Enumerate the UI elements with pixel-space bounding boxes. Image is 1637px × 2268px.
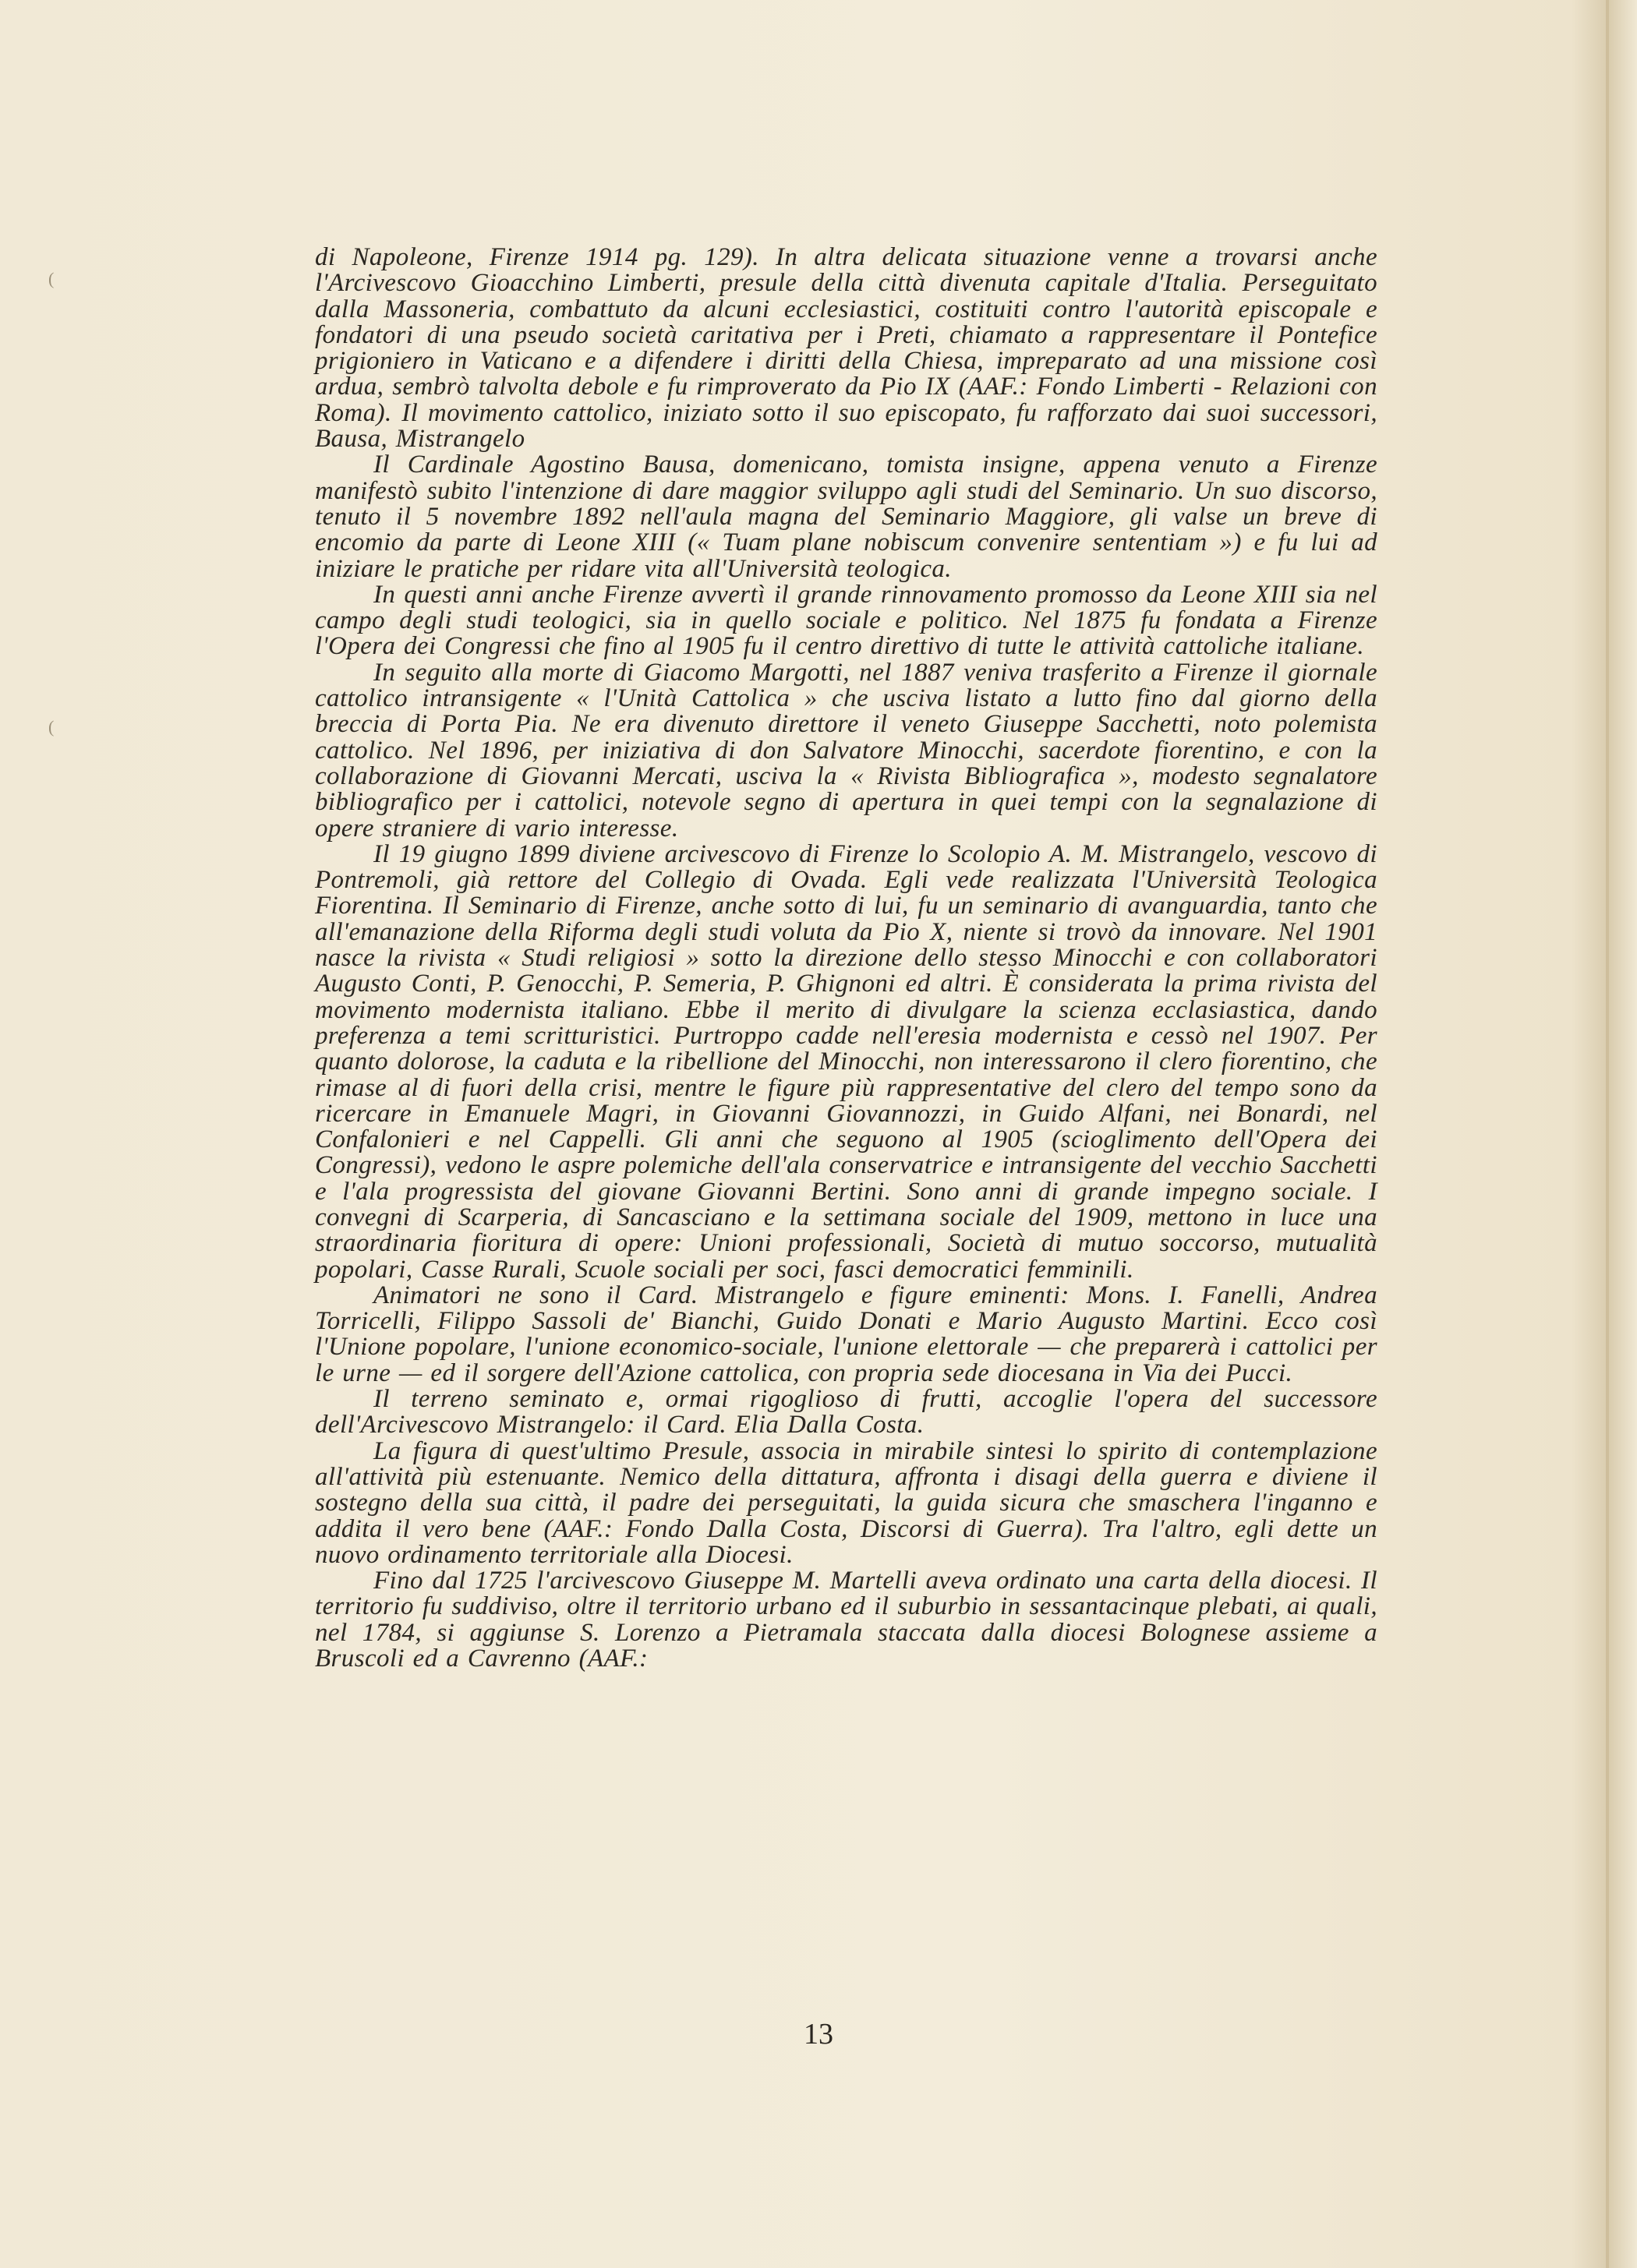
paragraph-1: di Napoleone, Firenze 1914 pg. 129). In altra delicata situazione venne a trovarsi anche l'Arcivescovo Gioacchino Limberti, presule della città divenuta capitale d'Italia. Perseguitato dalla Massoneria, combattuto da alcuni ecclesiastici, costituiti contro l'autorità episcopale e fondatori di una pseudo società caritativa per i Preti, chiamato a rappresentare il Pontefice prigioniero in Vaticano e a difendere i diritti della Chiesa, impreparato ad una missione così ardua, sembrò talvolta debole e fu rimproverato da Pio IX (AAF.: Fondo Limberti - Relazioni con Roma). Il movimento cattolico, iniziato sotto il suo episcopato, fu rafforzato dai suoi successori, Bausa, Mistrangelo: [315, 243, 1377, 454]
paragraph-3: In questi anni anche Firenze avvertì il grande rinnovamento promosso da Leone XIII sia nel campo degli studi teologici, sia in quello sociale e politico. Nel 1875 fu fondata a Firenze l'Opera dei Congressi che fino al 1905 fu il centro direttivo di tutte le attività cattoliche italiane.: [315, 580, 1377, 661]
paragraph-4: In seguito alla morte di Giacomo Margotti, nel 1887 veniva trasferito a Firenze il giornale cattolico intransigente « l'Unità Cattolica » che usciva listato a lutto fino dal giorno della breccia di Porta Pia. Ne era divenuto direttore il veneto Giuseppe Sacchetti, noto polemista cattolico. Nel 1896, per iniziativa di don Salvatore Minocchi, sacerdote fiorentino, e con la collaborazione di Giovanni Mercati, usciva la « Rivista Bibliografica », modesto segnalatore bibliografico per i cattolici, notevole segno di apertura in quei tempi con la segnalazione di opere straniere di vario interesse.: [315, 658, 1377, 843]
paragraph-6: Animatori ne sono il Card. Mistrangelo e figure eminenti: Mons. I. Fanelli, Andrea Torricelli, Filippo Sassoli de' Bianchi, Guido Donati e Mario Augusto Martini. Ecco così l'Unione popolare, l'unione economico-sociale, l'unione elettorale — che preparerà i cattolici per le urne — ed il sorgere dell'Azione cattolica, con propria sede diocesana in Via dei Pucci.: [315, 1281, 1377, 1387]
paragraph-8: La figura di quest'ultimo Presule, associa in mirabile sintesi lo spirito di contemplazione all'attività più estenuante. Nemico della dittatura, affronta i disagi della guerra e diviene il sostegno della sua città, il padre dei perseguitati, la guida sicura che smaschera l'inganno e addita il vero bene (AAF.: Fondo Dalla Costa, Discorsi di Guerra). Tra l'altro, egli dette un nuovo ordinamento territoriale alla Diocesi.: [315, 1436, 1377, 1569]
margin-mark: (: [48, 717, 55, 737]
margin-mark: (: [48, 269, 55, 288]
paragraph-5: Il 19 giugno 1899 diviene arcivescovo di Firenze lo Scolopio A. M. Mistrangelo, vescovo di Pontremoli, già rettore del Collegio di Ovada. Egli vede realizzata l'Università Teologica Fiorentina. Il Seminario di Firenze, anche sotto di lui, fu un seminario di avanguardia, tanto che all'emanazione della Riforma degli studi voluta da Pio X, niente si trovò da innovare. Nel 1901 nasce la rivista « Studi religiosi » sotto la direzione dello stesso Minocchi e con collaboratori Augusto Conti, P. Genocchi, P. Semeria, P. Ghignoni ed altri. È considerata la prima rivista del movimento modernista italiano. Ebbe il merito di divulgare la scienza ecclasiastica, dando preferenza a temi scritturistici. Purtroppo cadde nell'eresia modernista e cessò nel 1907. Per quanto dolorose, la caduta e la ribellione del Minocchi, non interessarono il clero fiorentino, che rimase al di fuori della crisi, mentre le figure più rappresentative del clero del tempo sono da ricercare in Emanuele Magri, in Giovanni Giovannozzi, in Guido Alfani, nei Bonardi, nel Confalonieri e nel Cappelli. Gli anni che seguono al 1905 (scioglimento dell'Opera dei Congressi), vedono le aspre polemiche dell'ala conservatrice e intransigente del vecchio Sacchetti e l'ala progressista del giovane Giovanni Bertini. Sono anni di grande impegno sociale. I convegni di Scarperia, di Sancasciano e la settimana sociale del 1909, mettono in luce una straordinaria fioritura di opere: Unioni professionali, Società di mutuo soccorso, mutualità popolari, Casse Rurali, Scuole sociali per soci, fasci democratici femminili.: [315, 839, 1377, 1284]
paragraph-9: Fino dal 1725 l'arcivescovo Giuseppe M. Martelli aveva ordinato una carta della diocesi. Il territorio fu suddiviso, oltre il territorio urbano ed il suburbio in sessantacinque plebati, ai quali, nel 1784, si aggiunse S. Lorenzo a Pietramala staccata dalla diocesi Bolognese assieme a Bruscoli ed a Cavrenno (AAF.:: [315, 1567, 1377, 1673]
body-text: [315, 245, 1377, 1672]
page-number: 13: [804, 2018, 833, 2051]
paragraph-2: Il Cardinale Agostino Bausa, domenicano, tomista insigne, appena venuto a Firenze manifestò subito l'intenzione di dare maggior sviluppo agli studi del Seminario. Un suo discorso, tenuto il 5 novembre 1892 nell'aula magna del Seminario Maggiore, gli valse un breve di encomio da parte di Leone XIII (« Tuam plane nobiscum convenire sententiam ») e fu lui ad iniziare le pratiche per ridare vita all'Università teologica.: [315, 450, 1377, 583]
paragraph-7: Il terreno seminato e, ormai rigoglioso di frutti, accoglie l'opera del successore dell'Arcivescovo Mistrangelo: il Card. Elia Dalla Costa.: [315, 1385, 1377, 1440]
page-binding-edge: [1606, 0, 1609, 2268]
